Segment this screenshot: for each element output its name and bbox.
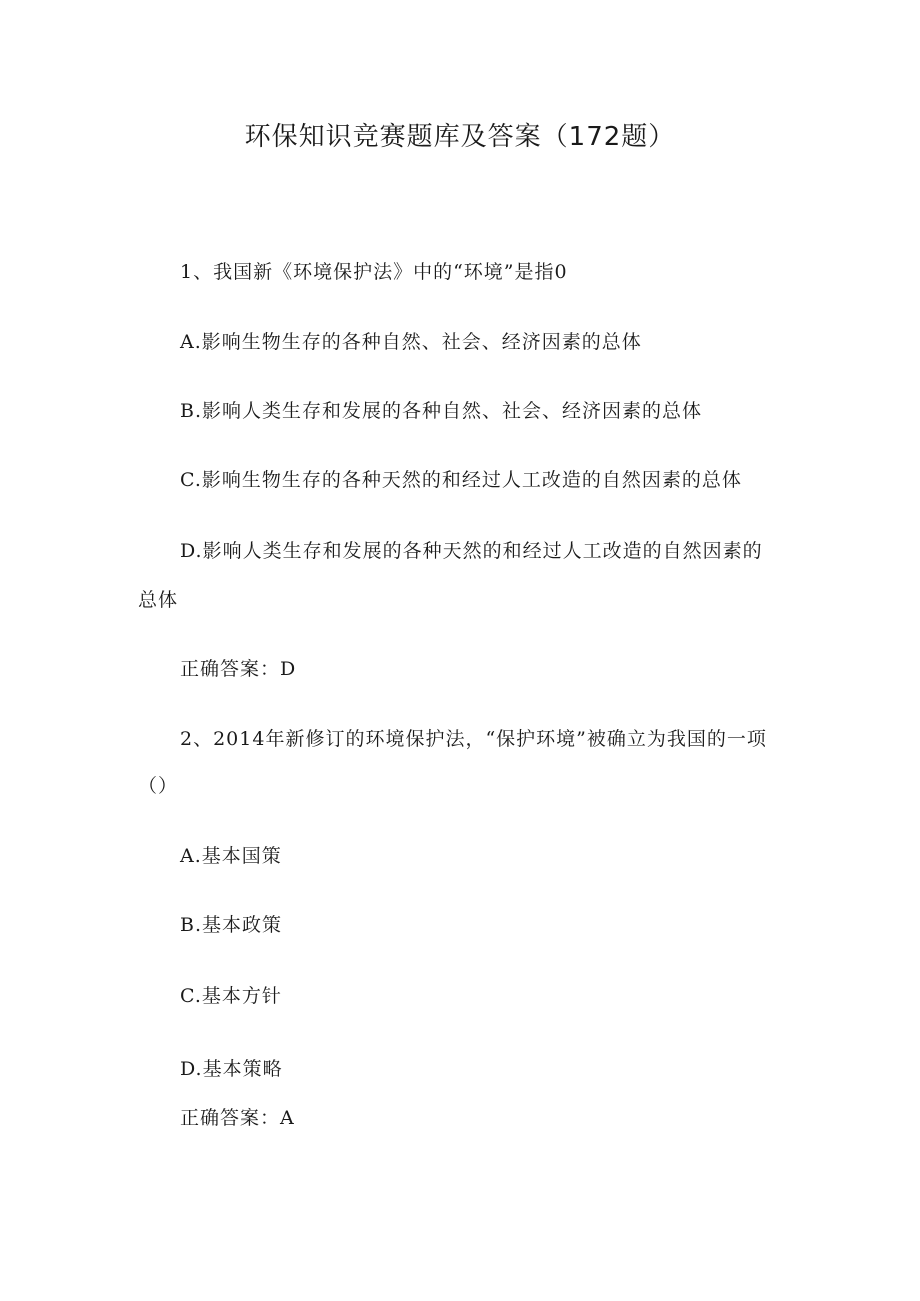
- question-1-option-c: C.影响生物生存的各种天然的和经过人工改造的自然因素的总体: [180, 469, 742, 491]
- question-1-option-d-continued: 总体: [138, 589, 179, 611]
- question-2-option-b: B.基本政策: [180, 914, 283, 936]
- question-1-option-d: D.影响人类生存和发展的各种天然的和经过人工改造的自然因素的: [180, 540, 763, 562]
- question-1-stem: 1、我国新《环境保护法》中的“环境”是指0: [180, 261, 568, 283]
- question-2-stem: 2、2014年新修订的环境保护法，“保护环境”被确立为我国的一项: [180, 728, 767, 750]
- document-title: 环保知识竞赛题库及答案（172题）: [244, 122, 676, 152]
- question-2-option-d: D.基本策略: [180, 1058, 283, 1080]
- question-1-option-a: A.影响生物生存的各种自然、社会、经济因素的总体: [180, 331, 642, 353]
- question-2-option-c: C.基本方针: [180, 985, 282, 1007]
- question-1-option-b: B.影响人类生存和发展的各种自然、社会、经济因素的总体: [180, 400, 703, 422]
- question-2-answer: 正确答案：A: [180, 1107, 295, 1129]
- question-2-stem-continued: （）: [138, 775, 179, 797]
- question-1-answer: 正确答案：D: [180, 658, 297, 680]
- question-2-option-a: A.基本国策: [180, 845, 282, 867]
